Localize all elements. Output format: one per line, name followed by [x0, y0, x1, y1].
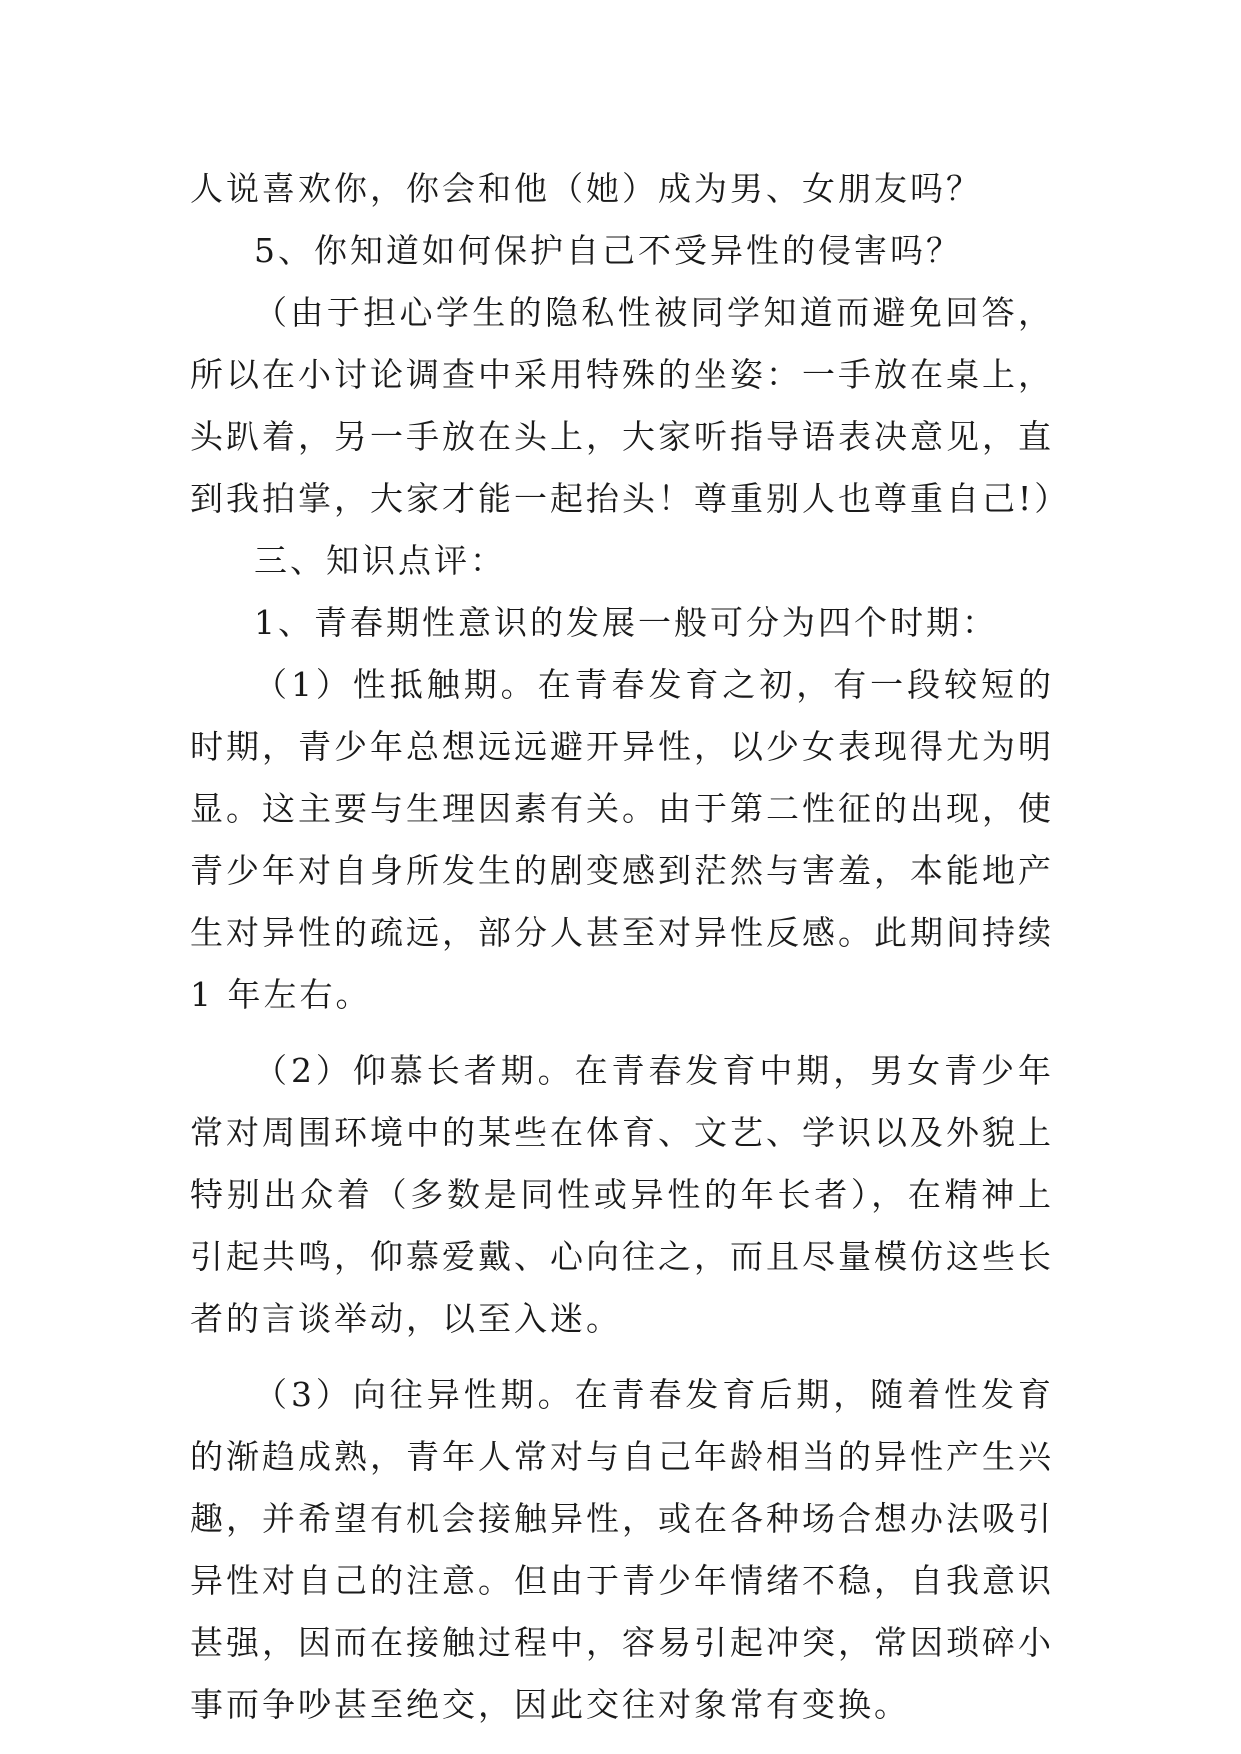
- paragraph-continued-question: 人说喜欢你，你会和他（她）成为男、女朋友吗？: [190, 169, 982, 208]
- section-heading-knowledge-review: 三、知识点评：: [254, 541, 506, 580]
- paragraph-four-stages-intro: 1、青春期性意识的发展一般可分为四个时期：: [254, 603, 998, 642]
- paragraph-stage-2: （2）仰慕长者期。在青春发育中期，男女青少年常对周围环境中的某些在体育、文艺、学识以及外貌上特别出众着（多数是同性或异性的年长者），在精神上引起共鸣，仰慕爱戴、心向往之，而且尽量模仿这些长者的言谈举动，以至入迷。: [190, 1051, 1054, 1338]
- paragraph-stage-3: （3）向往异性期。在青春发育后期，随着性发育的渐趋成熟，青年人常对与自己年龄相当的异性产生兴趣，并希望有机会接触异性，或在各种场合想办法吸引异性对自己的注意。但由于青少年情绪不稳，自我意识甚强，因而在接触过程中，容易引起冲突，常因琐碎小事而争吵甚至绝交，因此交往对象常有变换。: [190, 1375, 1054, 1724]
- paragraph-stage-1: （1）性抵触期。在青春发育之初，有一段较短的时期，青少年总想远远避开异性，以少女表现得尤为明显。这主要与生理因素有关。由于第二性征的出现，使青少年对自身所发生的剧变感到茫然与害羞，本能地产生对异性的疏远，部分人甚至对异性反感。此期间持续 1 年左右。: [190, 665, 1054, 1014]
- paragraph-question-5: 5、你知道如何保护自己不受异性的侵害吗？: [254, 231, 962, 270]
- paragraph-survey-note: （由于担心学生的隐私性被同学知道而避免回答，所以在小讨论调查中采用特殊的坐姿：一手放在桌上，头趴着，另一手放在头上，大家听指导语表决意见，直到我拍掌，大家才能一起抬头！尊重别人也尊重自己!）: [190, 293, 1071, 518]
- document-body: [190, 158, 1071, 1736]
